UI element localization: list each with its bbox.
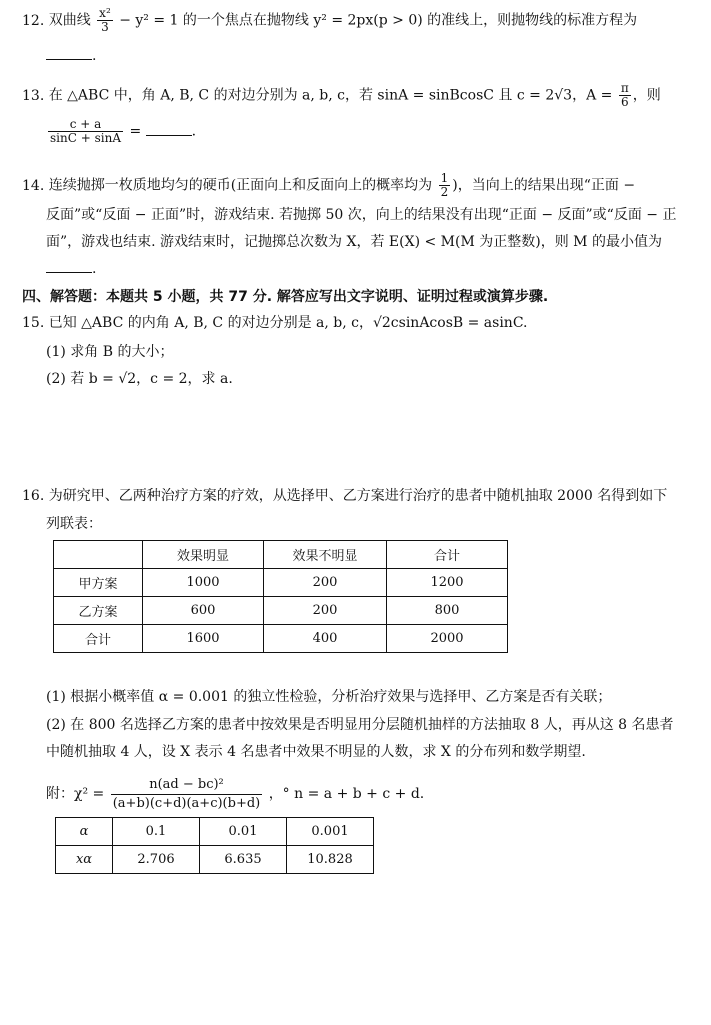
table-cell: 0.1 [113, 818, 200, 846]
q15-stem: 已知 △ABC 的内角 A, B, C 的对边分别是 a, b, c，√2csinAcosB = asinC. [48, 315, 528, 331]
fraction-denominator: 3 [101, 20, 109, 34]
table-row [54, 569, 508, 597]
fraction-denominator: 2 [440, 185, 449, 199]
table-cell: 乙方案 [54, 597, 143, 625]
answer-blank[interactable] [46, 260, 92, 273]
appendix-label: 附：χ² = [46, 786, 105, 802]
table-cell: 1600 [143, 625, 264, 653]
contingency-table [53, 540, 508, 653]
q14-text: 连续抛掷一枚质地均匀的硬币(正面向上和反面向上的概率均为 [48, 177, 433, 194]
table-cell: 10.828 [287, 846, 374, 874]
section-heading: 四、解答题：本题共 5 小题，共 77 分. 解答应写出文字说明、证明过程或演算步骤. [22, 289, 549, 305]
equals-sign: = [129, 123, 142, 140]
table-cell: 600 [143, 597, 264, 625]
table-cell: 6.635 [200, 846, 287, 874]
fraction-denominator: (a+b)(c+d)(a+c)(b+d) [112, 795, 261, 811]
table-row [54, 625, 508, 653]
q14-answer-line [46, 259, 96, 279]
fraction-numerator: c + a [48, 118, 123, 132]
q16-line-2: 列联表： [46, 516, 102, 532]
q14-text: )，当向上的结果出现“正面 − [452, 177, 636, 194]
table-cell: 合计 [54, 625, 143, 653]
table-cell: α [56, 818, 113, 846]
q13-text: ，则 [632, 87, 661, 104]
formula-tail: ，° n = a + b + c + d. [268, 786, 425, 802]
table-header-row [54, 541, 508, 569]
question-number: 12. [22, 12, 45, 29]
q12-fraction [97, 7, 113, 34]
question-14 [22, 172, 635, 199]
q12-text: − y² = 1 的一个焦点在抛物线 y² = 2px(p > 0) 的准线上，则抛物线的标准方程为 [119, 12, 638, 29]
fraction-denominator: 6 [620, 95, 629, 109]
q14-line-3: 面”，游戏也结束. 游戏结束时，记抛掷总次数为 X，若 E(X) < M(M 为正整数)，则 M 的最小值为 [46, 234, 662, 250]
q13-text: 在 △ABC 中，角 A, B, C 的对边分别为 a, b, c，若 sinA = sinBcosC 且 c = 2√3，A = [48, 87, 613, 104]
period: . [191, 123, 197, 140]
table-cell: 甲方案 [54, 569, 143, 597]
table-cell: 1000 [143, 569, 264, 597]
one-half [439, 172, 451, 199]
question-number: 15. [22, 315, 45, 331]
table-row [56, 846, 374, 874]
q16-sub-1: (1) 根据小概率值 α = 0.001 的独立性检验，分析治疗效果与选择甲、乙方案是否有关联； [46, 689, 612, 705]
q15-sub-1: (1) 求角 B 的大小； [46, 344, 174, 360]
table-cell: 400 [264, 625, 387, 653]
q16-sub-2b: 中随机抽取 4 人，设 X 表示 4 名患者中效果不明显的人数，求 X 的分布列和数学期望. [46, 744, 586, 760]
question-13 [22, 82, 661, 109]
fraction-numerator: 1 [440, 171, 449, 185]
period: . [92, 261, 97, 277]
q13-answer-line [46, 118, 196, 145]
critical-value-table [55, 817, 374, 874]
table-cell: 效果明显 [143, 541, 264, 569]
table-cell: 800 [387, 597, 508, 625]
question-12 [22, 7, 637, 34]
table-cell: 0.01 [200, 818, 287, 846]
question-15 [22, 313, 528, 333]
question-16 [22, 486, 667, 506]
q16-text: 为研究甲、乙两种治疗方案的疗效，从选择甲、乙方案进行治疗的患者中随机抽取 2000 名得到如下 [48, 488, 668, 504]
q15-sub-2: (2) 若 b = √2，c = 2，求 a. [46, 371, 233, 387]
table-cell [54, 541, 143, 569]
question-number: 14. [22, 177, 45, 194]
table-cell: xα [56, 846, 113, 874]
fraction-denominator: sinC + sinA [50, 131, 121, 145]
question-number: 16. [22, 488, 45, 504]
fraction-numerator: x² [99, 6, 111, 20]
pi-over-6 [619, 82, 631, 109]
formula-fraction [111, 776, 263, 813]
chi-square-formula [46, 774, 424, 814]
table-cell: 2.706 [113, 846, 200, 874]
q16-sub-2a: (2) 在 800 名选择乙方案的患者中按效果是否明显用分层随机抽样的方法抽取 8 人，再从这 8 名患者 [46, 717, 674, 733]
table-cell: 合计 [387, 541, 508, 569]
period: . [92, 48, 97, 64]
fraction-numerator: π [620, 81, 629, 95]
table-cell: 200 [264, 569, 387, 597]
table-row [56, 818, 374, 846]
question-number: 13. [22, 87, 45, 104]
table-cell: 效果不明显 [264, 541, 387, 569]
table-cell: 0.001 [287, 818, 374, 846]
answer-blank[interactable] [146, 123, 192, 136]
q12-text: 双曲线 [48, 12, 91, 29]
q13-fraction [48, 118, 123, 145]
table-cell: 200 [264, 597, 387, 625]
table-row [54, 597, 508, 625]
q14-line-2: 反面”或“反面 − 正面”时，游戏结束. 若抛掷 50 次，向上的结果没有出现“正面 − 反面”或“反面 − 正 [46, 207, 677, 223]
q12-answer-line [46, 46, 96, 66]
table-cell: 1200 [387, 569, 508, 597]
table-cell: 2000 [387, 625, 508, 653]
answer-blank[interactable] [46, 47, 92, 60]
fraction-numerator: n(ad − bc)² [111, 776, 263, 795]
